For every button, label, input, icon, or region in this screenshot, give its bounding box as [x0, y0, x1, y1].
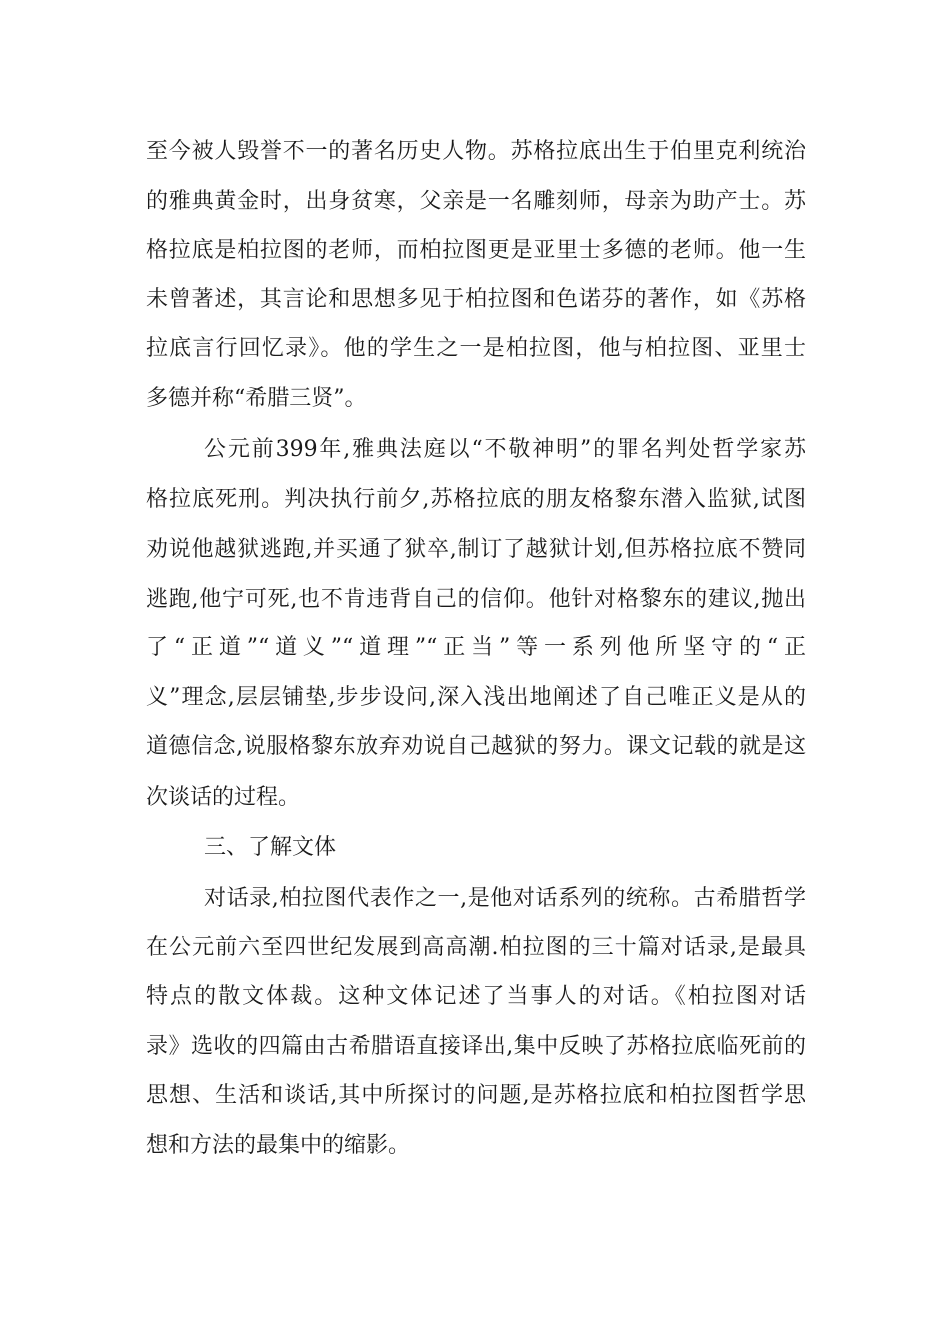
paragraph-1-line-5: 拉底言行回忆录》。他的学生之一是柏拉图，他与柏拉图、亚里士	[146, 336, 806, 361]
paragraph-2-line-2: 格拉底死刑。判决执行前夕,苏格拉底的朋友格黎东潜入监狱,试图	[146, 487, 806, 512]
paragraph-1-line-2: 的雅典黄金时，出身贫寒，父亲是一名雕刻师，母亲为助产士。苏	[146, 189, 806, 214]
paragraph-1-line-4: 未曾著述，其言论和思想多见于柏拉图和色诺芬的著作，如《苏格	[146, 287, 806, 312]
paragraph-1-line-1: 至今被人毁誉不一的著名历史人物。苏格拉底出生于伯里克利统治	[146, 139, 806, 164]
paragraph-2-line-5: 了“正道”“道义”“道理”“正当”等一系列他所坚守的“正	[146, 635, 806, 660]
paragraph-1-line-3: 格拉底是柏拉图的老师，而柏拉图更是亚里士多德的老师。他一生	[146, 238, 806, 263]
paragraph-1-line-6: 多德并称“希腊三贤”。	[146, 386, 367, 411]
paragraph-2-line-4: 逃跑,他宁可死,也不肯违背自己的信仰。他针对格黎东的建议,抛出	[146, 587, 806, 612]
section-heading: 三、了解文体	[204, 835, 337, 860]
paragraph-2-line-8: 次谈话的过程。	[146, 785, 301, 810]
paragraph-3-line-5: 思想、生活和谈话,其中所探讨的问题,是苏格拉底和柏拉图哲学思	[146, 1083, 806, 1108]
paragraph-3-line-1: 对话录,柏拉图代表作之一,是他对话系列的统称。古希腊哲学	[204, 886, 806, 911]
paragraph-2-line-7: 道德信念,说服格黎东放弃劝说自己越狱的努力。课文记载的就是这	[146, 734, 806, 759]
paragraph-2-line-6: 义”理念,层层铺垫,步步设问,深入浅出地阐述了自己唯正义是从的	[146, 685, 806, 710]
paragraph-2-line-1: 公元前399年,雅典法庭以“不敬神明”的罪名判处哲学家苏	[204, 437, 806, 462]
paragraph-3-line-4: 录》选收的四篇由古希腊语直接译出,集中反映了苏格拉底临死前的	[146, 1034, 806, 1059]
paragraph-2-line-3: 劝说他越狱逃跑,并买通了狱卒,制订了越狱计划,但苏格拉底不赞同	[146, 537, 806, 562]
paragraph-3-line-3: 特点的散文体裁。这种文体记述了当事人的对话。《柏拉图对话	[146, 984, 806, 1009]
paragraph-3-line-6: 想和方法的最集中的缩影。	[146, 1133, 411, 1158]
paragraph-3-line-2: 在公元前六至四世纪发展到高高潮.柏拉图的三十篇对话录,是最具	[146, 935, 806, 960]
